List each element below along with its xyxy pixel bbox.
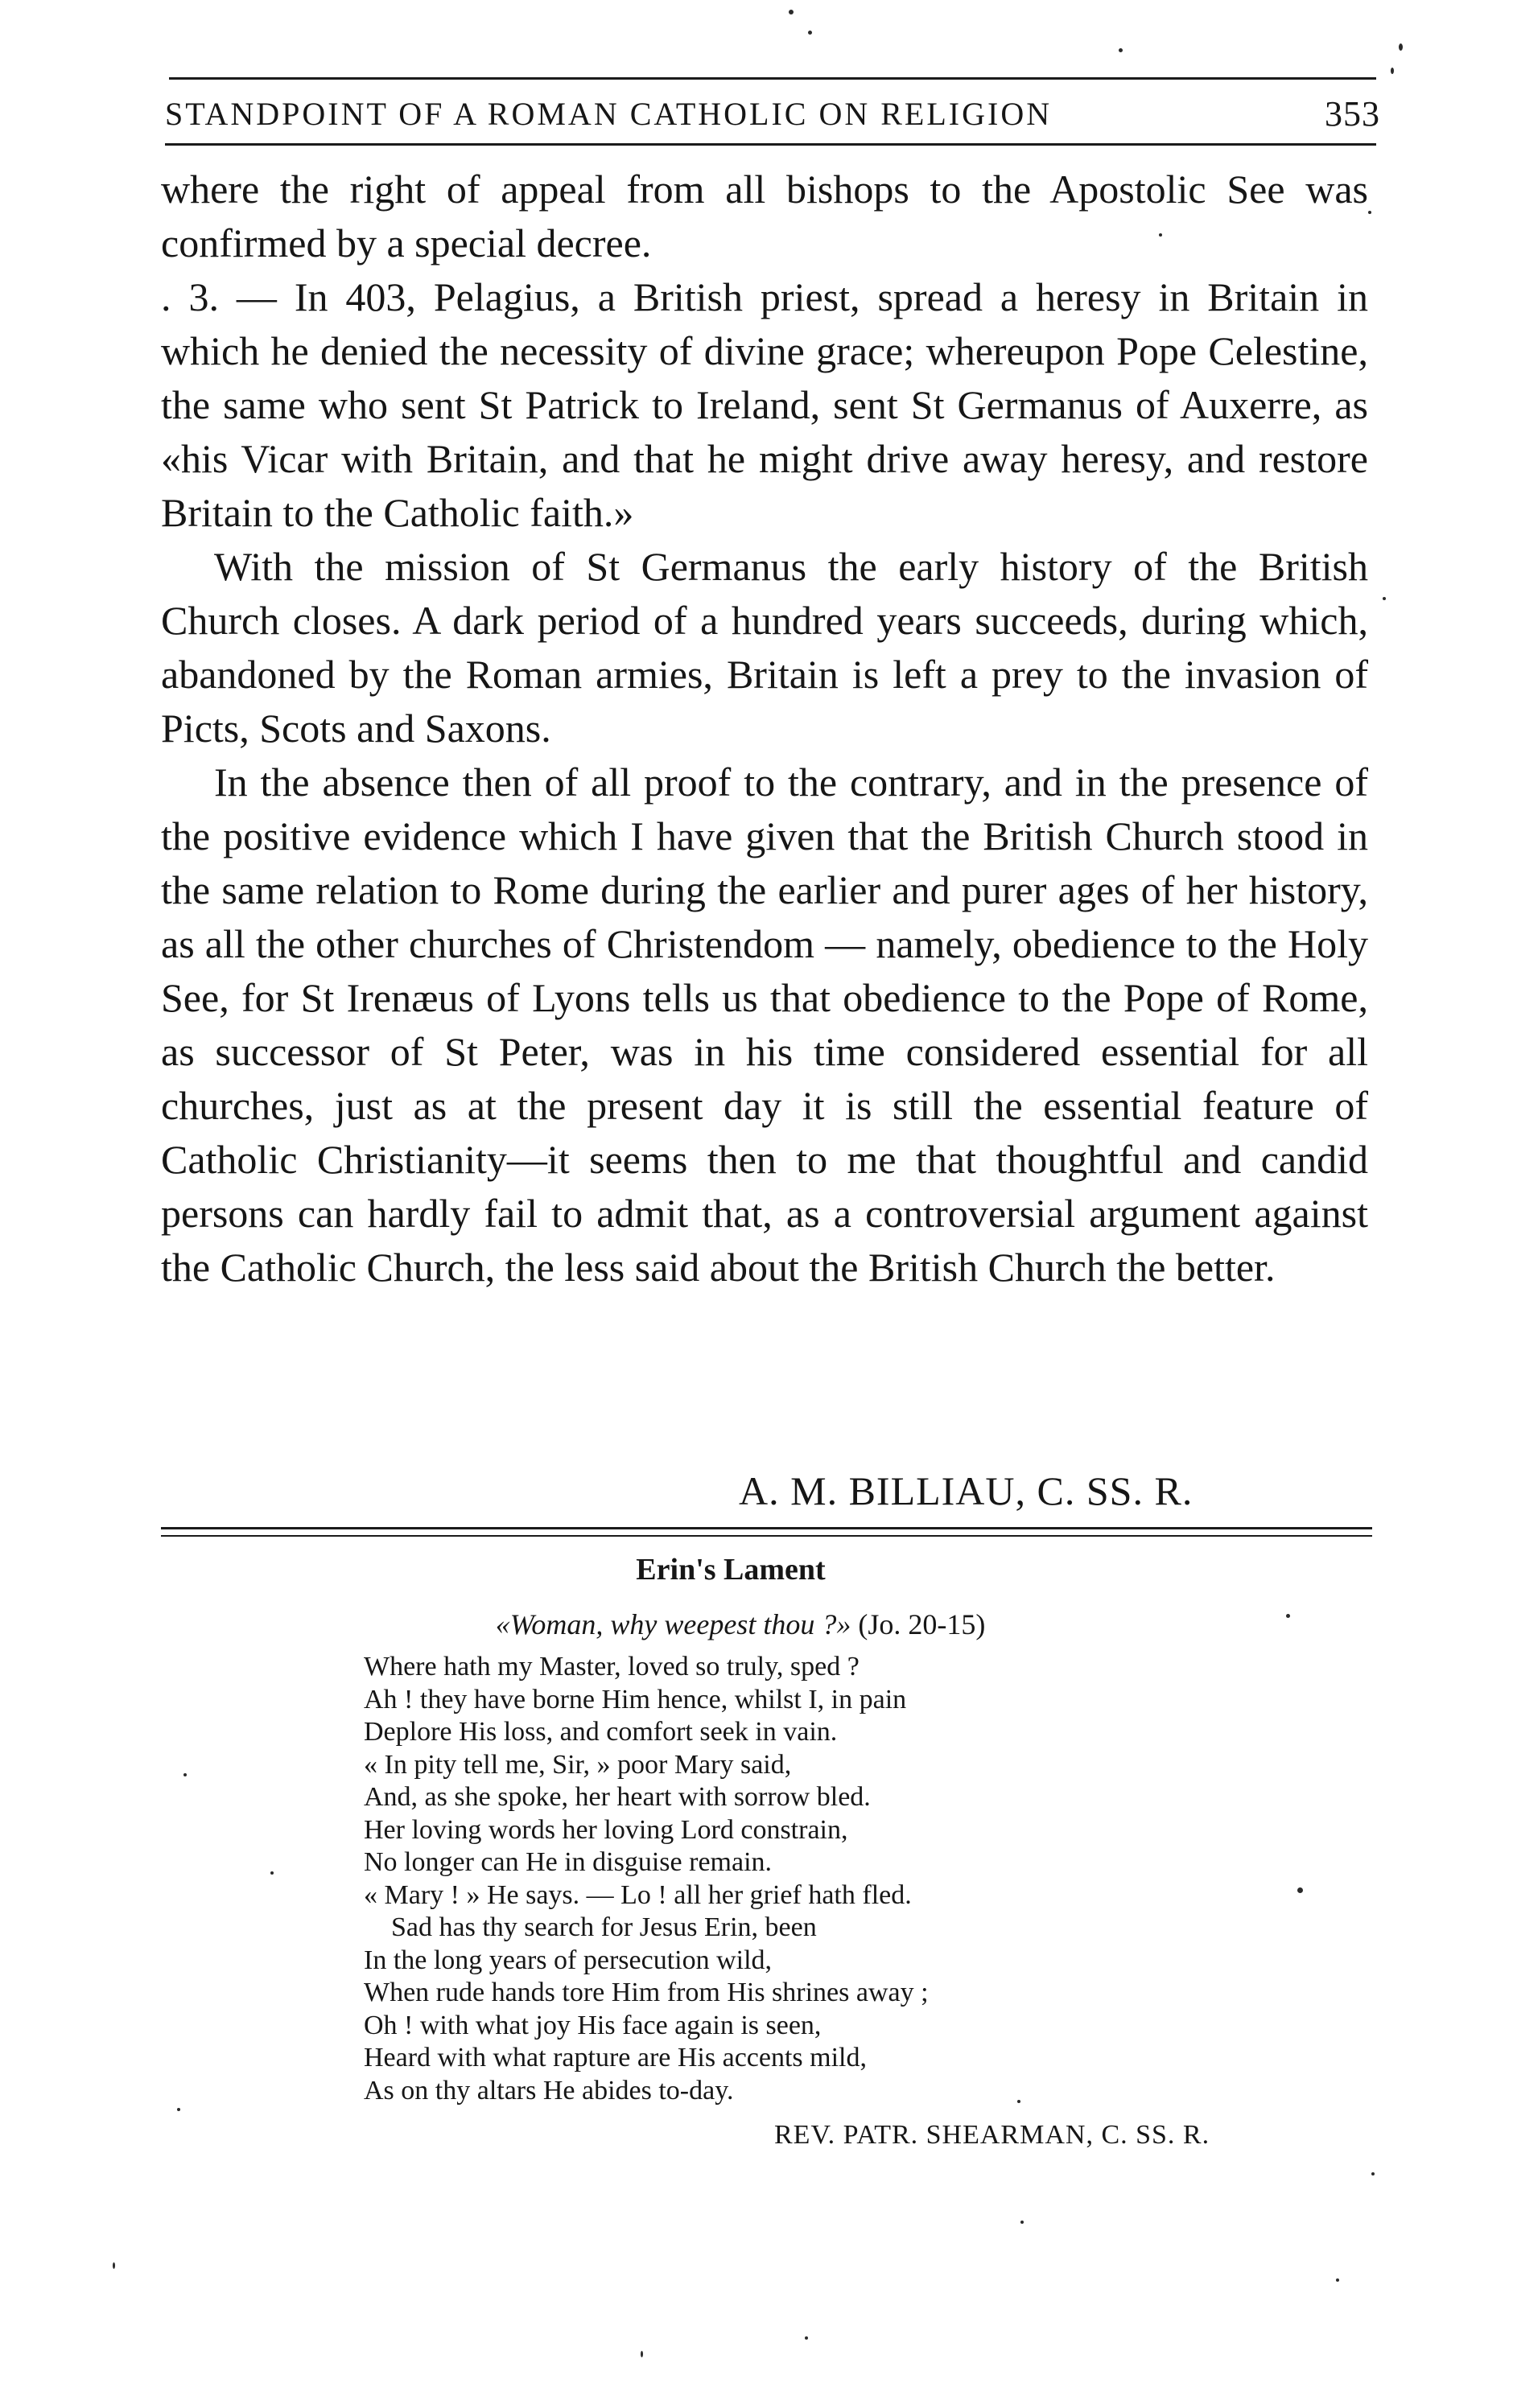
page-number: 353 xyxy=(1325,94,1380,134)
scan-speck xyxy=(789,10,794,14)
paragraph-continued: where the right of appeal from all bishops to the Apostolic See was confirmed by a special decree. xyxy=(161,167,1368,265)
scan-speck xyxy=(1286,1614,1290,1618)
poem-line: Sad has thy search for Jesus Erin, been xyxy=(391,1912,817,1942)
scan-speck xyxy=(177,2108,180,2111)
article-body xyxy=(161,163,1368,1295)
poem-line: No longer can He in disguise remain. xyxy=(364,1847,773,1877)
poem-body xyxy=(364,1651,1330,2107)
scan-speck xyxy=(1368,211,1371,214)
section-divider-top xyxy=(161,1527,1372,1529)
scan-speck xyxy=(1399,43,1403,51)
scan-speck xyxy=(805,2336,808,2340)
poem-line: « Mary ! » He says. — Lo ! all her grief hath fled. xyxy=(364,1879,912,1910)
paragraph-conclusion: In the absence then of all proof to the contrary, and in the presence of the positive evidence which I have given that the British Church stood in the same relation to Rome during the earlier and purer ages of her history, as all the other churches of Christendom — namely, obedience to the Holy See, for St Irenæus of Lyons tells us that obedience to the Pope of Rome, as successor of St Peter, was in his time considered essential for all churches, just as at the present day it is still the essential feature of Catholic Christianity—it seems then to me that thoughtful and candid persons can hardly fail to admit that, as a controversial argument against the Catholic Church, the less said about the British Church the better. xyxy=(161,759,1368,1290)
poem-line: Ah ! they have borne Him hence, whilst I, in pain xyxy=(364,1684,907,1714)
poem-line: Deplore His loss, and comfort seek in vain. xyxy=(364,1717,838,1747)
scan-speck xyxy=(1383,597,1386,600)
scan-speck xyxy=(1159,233,1162,237)
scan-speck xyxy=(183,1773,187,1776)
scan-speck xyxy=(1391,68,1394,74)
epigraph-quote: «Woman, why weepest thou ?» xyxy=(495,1608,851,1640)
scan-speck xyxy=(1017,2100,1020,2103)
poem-line: Her loving words her loving Lord constrain, xyxy=(364,1814,848,1845)
header-bottom-rule xyxy=(165,143,1376,146)
scan-speck xyxy=(1119,48,1123,52)
running-title: STANDPOINT OF A ROMAN CATHOLIC ON RELIGION xyxy=(165,96,1053,132)
scan-speck xyxy=(113,2262,115,2269)
paragraph-section-3: . 3. — In 403, Pelagius, a British priest, spread a heresy in Britain in which he denied the necessity of divine grace; whereupon Pope Celestine, the same who sent St Patrick to Ireland, sent St Germanus of Auxerre, as «his Vicar with Britain, and that he might drive away heresy, and restore Britain to the Catholic faith.» xyxy=(161,274,1368,535)
poem-line: Oh ! with what joy His face again is seen, xyxy=(364,2010,822,2040)
poem-author: REV. PATR. SHEARMAN, C. SS. R. xyxy=(774,2120,1210,2150)
scan-speck xyxy=(641,2351,643,2357)
scan-speck xyxy=(1371,2172,1375,2175)
poem-title: Erin's Lament xyxy=(636,1553,826,1587)
poem-line: « In pity tell me, Sir, » poor Mary said, xyxy=(364,1749,792,1780)
running-header xyxy=(165,90,1380,138)
section-divider-bottom xyxy=(161,1535,1372,1537)
poem-line: When rude hands tore Him from His shrines away ; xyxy=(364,1978,929,2007)
scan-speck xyxy=(1020,2221,1024,2224)
poem-line: As on thy altars He abides to-day. xyxy=(364,2075,734,2105)
article-signature: A. M. BILLIAU, C. SS. R. xyxy=(739,1468,1193,1513)
header-top-rule xyxy=(169,77,1376,80)
scan-speck xyxy=(808,31,812,35)
epigraph-reference: (Jo. 20-15) xyxy=(858,1608,986,1640)
scan-speck xyxy=(1297,1887,1303,1893)
poem-epigraph xyxy=(0,1603,1497,1645)
scan-speck xyxy=(270,1871,274,1875)
poem-line: Heard with what rapture are His accents mild, xyxy=(364,2043,867,2073)
paragraph-mission: With the mission of St Germanus the early history of the British Church closes. A dark period of a hundred years succeeds, during which, abandoned by the Roman armies, Britain is left a prey to the invasion of Picts, Scots and Saxons. xyxy=(161,544,1368,751)
poem-line: In the long years of persecution wild, xyxy=(364,1945,773,1975)
poem-line: And, as she spoke, her heart with sorrow bled. xyxy=(364,1782,871,1812)
poem-line: Where hath my Master, loved so truly, sped ? xyxy=(364,1652,860,1681)
scan-speck xyxy=(1336,2278,1339,2282)
